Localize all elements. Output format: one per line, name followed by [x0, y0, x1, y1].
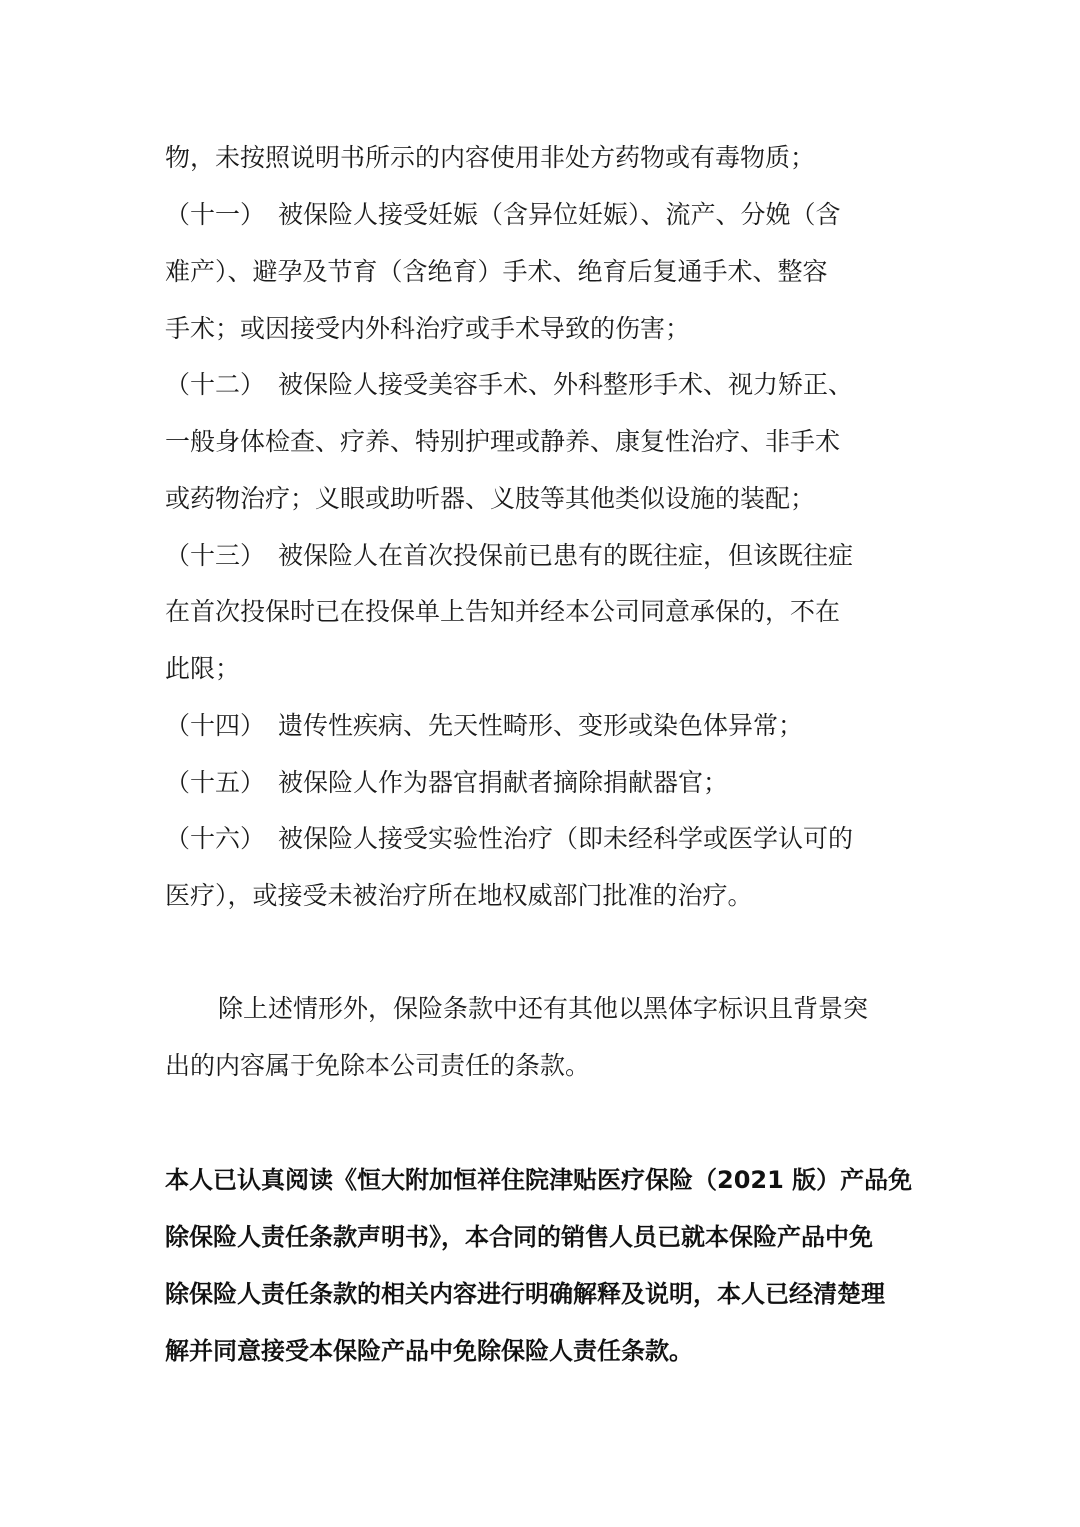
list-line [165, 425, 840, 459]
list-line [165, 652, 240, 686]
list-number: （十五） [165, 768, 266, 797]
note-line: 除上述情形外，保险条款中还有其他以黑体字标识且背景突 [218, 994, 869, 1023]
list-line [165, 482, 815, 516]
list-text: 医疗），或接受未被治疗所在地权威部门批准的治疗。 [165, 881, 753, 910]
list-line [165, 141, 815, 175]
list-text: 遗传性疾病、先天性畸形、变形或染色体异常； [278, 711, 804, 740]
list-line [165, 368, 853, 402]
list-line [165, 879, 753, 913]
list-number: （十一） [165, 200, 266, 229]
declaration-line: 除保险人责任条款声明书》，本合同的销售人员已就本保险产品中免 [165, 1223, 873, 1251]
list-line [165, 198, 841, 232]
declaration-line: 本人已认真阅读《恒大附加恒祥住院津贴医疗保险（2021 版）产品免 [165, 1166, 913, 1194]
list-line [165, 595, 840, 629]
list-text: 被保险人在首次投保前已患有的既往症，但该既往症 [278, 541, 854, 570]
list-line [165, 822, 853, 856]
note-line: 出的内容属于免除本公司责任的条款。 [165, 1051, 591, 1080]
list-text: 一般身体检查、疗养、特别护理或静养、康复性治疗、非手术 [165, 427, 841, 456]
list-text: 被保险人作为器官捐献者摘除捐献器官； [278, 768, 729, 797]
list-text: 手术；或因接受内外科治疗或手术导致的伤害； [165, 314, 691, 343]
list-text: 难产）、避孕及节育（含绝育）手术、绝育后复通手术、整容 [165, 257, 828, 286]
list-text: 被保险人接受实验性治疗（即未经科学或医学认可的 [278, 824, 854, 853]
declaration-line: 除保险人责任条款的相关内容进行明确解释及说明，本人已经清楚理 [165, 1280, 885, 1308]
list-line [165, 312, 690, 346]
list-text: 在首次投保时已在投保单上告知并经本公司同意承保的，不在 [165, 597, 841, 626]
list-text: 被保险人接受妊娠（含异位妊娠）、流产、分娩（含 [278, 200, 841, 229]
list-line [165, 766, 728, 800]
list-text: 被保险人接受美容手术、外科整形手术、视力矫正、 [278, 370, 854, 399]
list-number: （十三） [165, 541, 266, 570]
list-text: 此限； [165, 654, 241, 683]
list-line [165, 255, 828, 289]
declaration-line: 解并同意接受本保险产品中免除保险人责任条款。 [165, 1337, 693, 1365]
list-line [165, 539, 853, 573]
list-number: （十二） [165, 370, 266, 399]
list-number: （十四） [165, 711, 266, 740]
list-number: （十六） [165, 824, 266, 853]
list-line [165, 709, 803, 743]
list-text: 物，未按照说明书所示的内容使用非处方药物或有毒物质； [165, 143, 816, 172]
list-text: 或药物治疗；义眼或助听器、义肢等其他类似设施的装配； [165, 484, 816, 513]
